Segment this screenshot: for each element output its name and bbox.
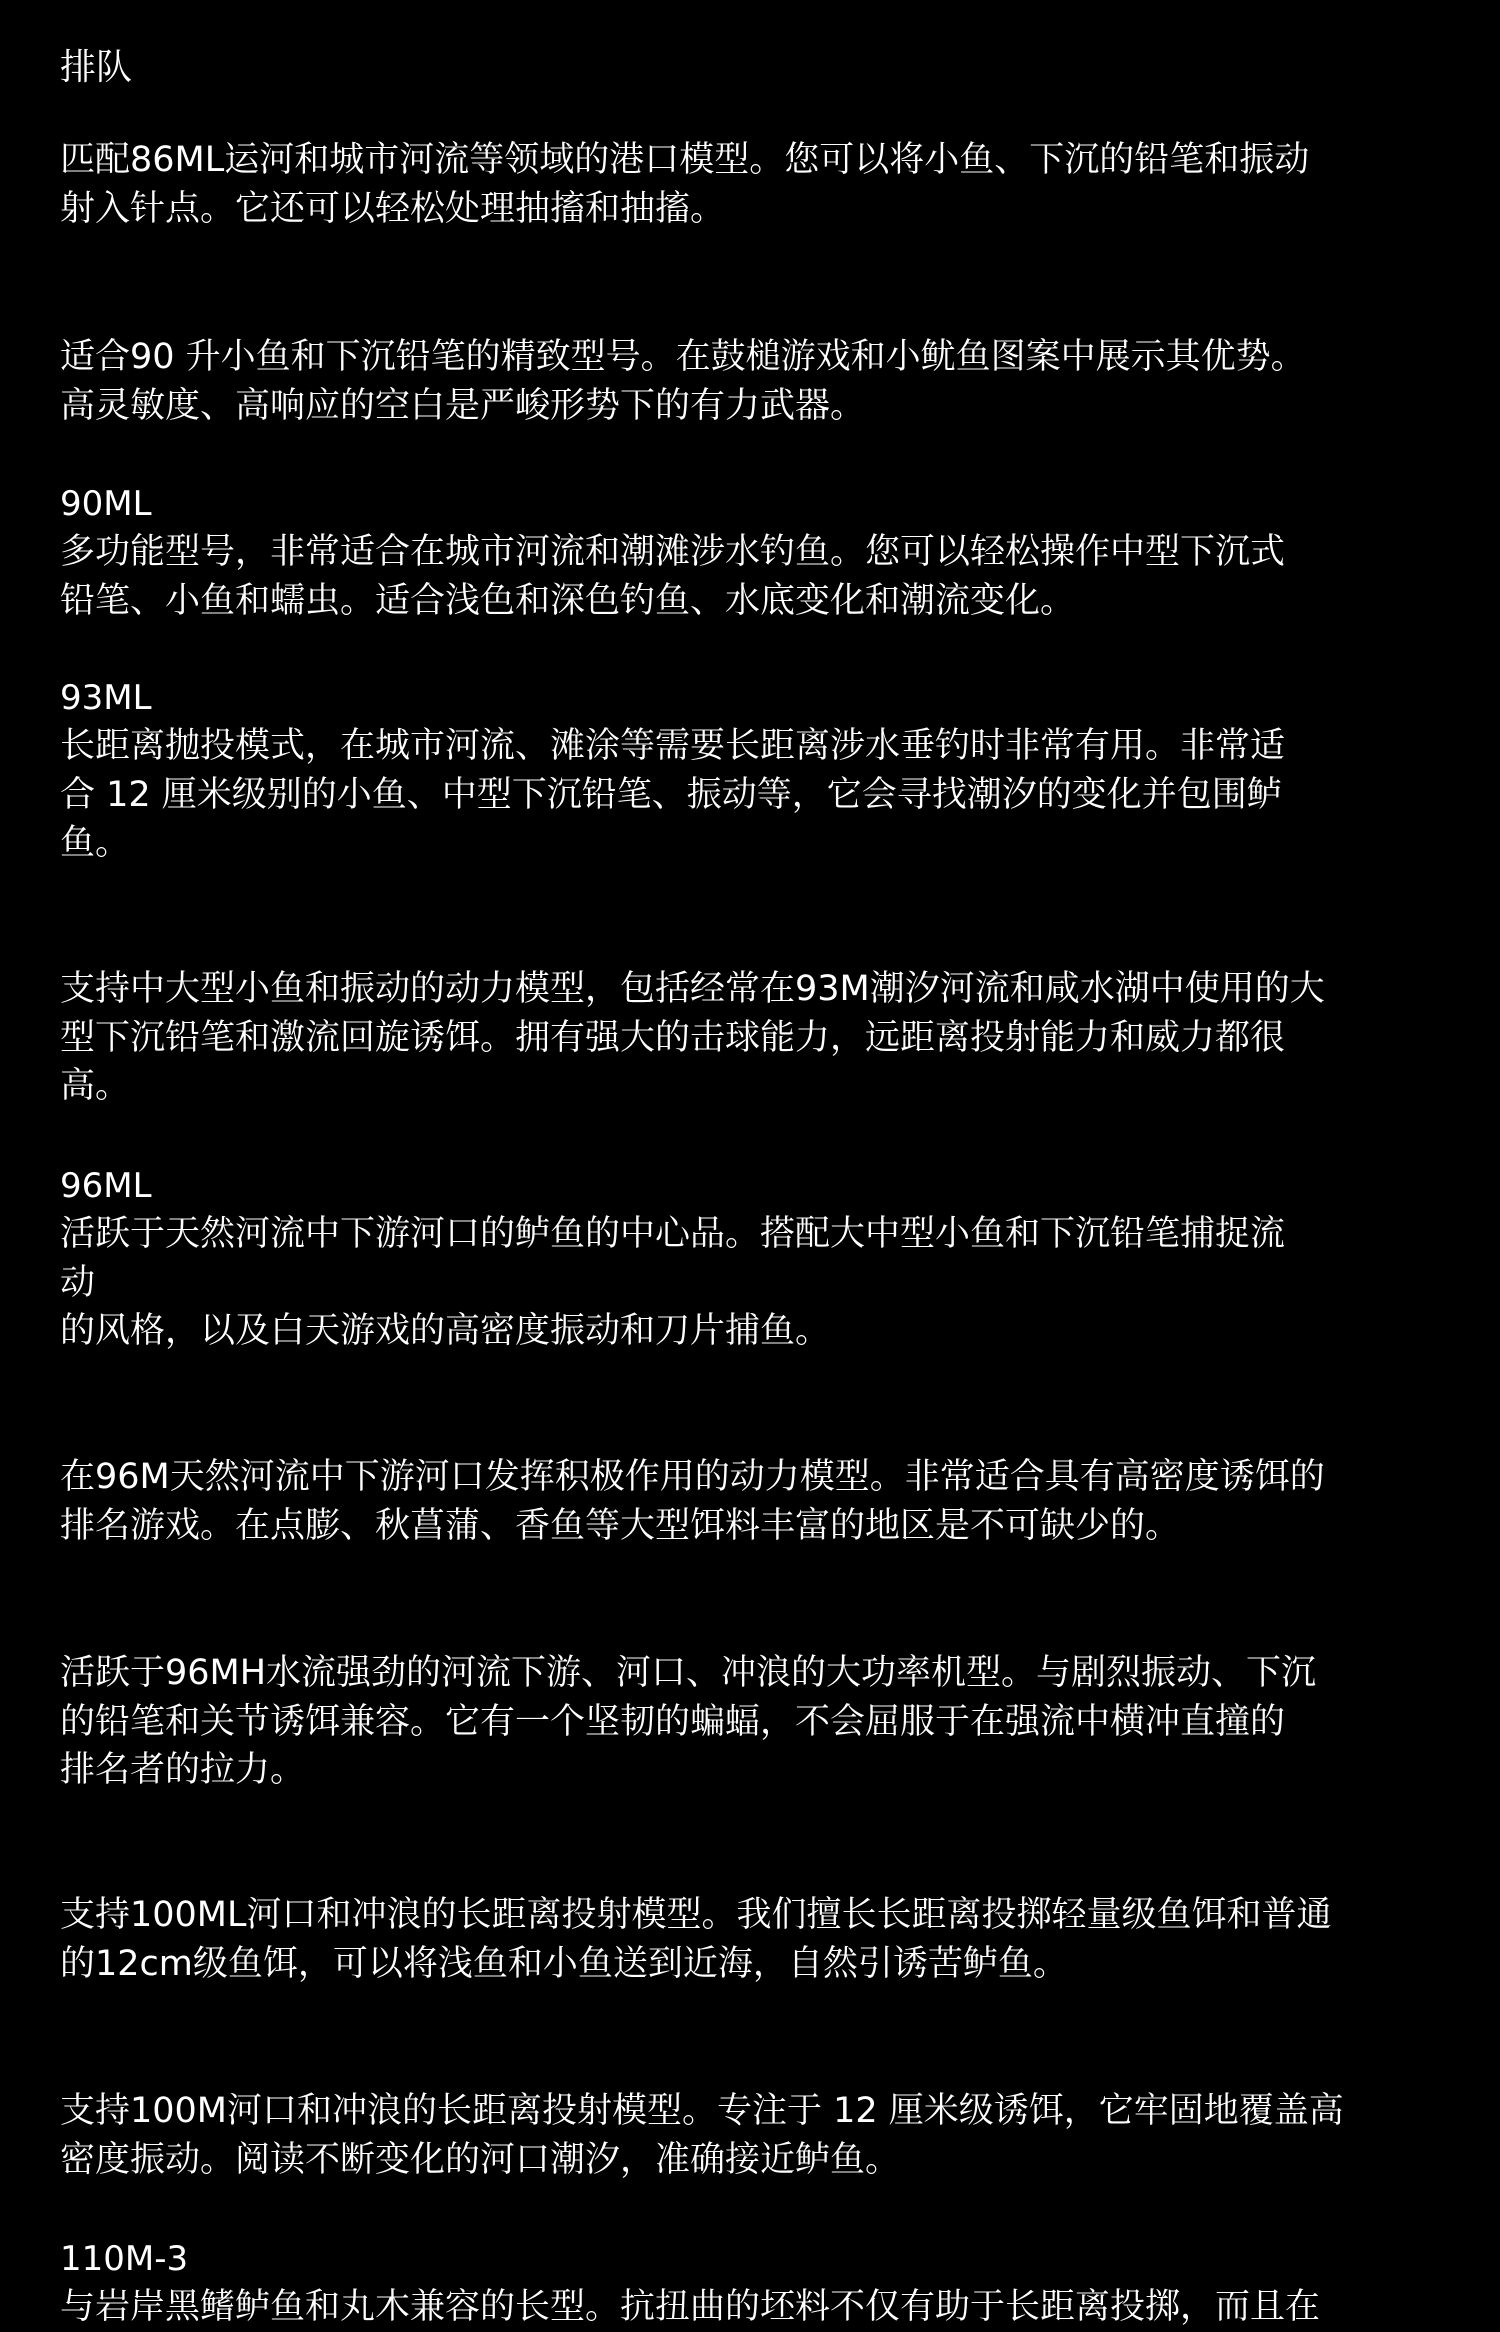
paragraph-96mh: [60, 1649, 1460, 1795]
section-heading: 90ML: [60, 484, 152, 524]
paragraph-93m: [60, 965, 1460, 1111]
paragraph-100m: [60, 2087, 1460, 2184]
paragraph-line: 鱼。: [60, 823, 131, 863]
section-93ml: [60, 674, 1460, 868]
paragraph-line: 支持中大型小鱼和振动的动力模型，包括经常在93M潮汐河流和咸水湖中使用的大: [60, 969, 1325, 1009]
paragraph-line: 在96M天然河流中下游河口发挥积极作用的动力模型。非常适合具有高密度诱饵的: [60, 1457, 1325, 1497]
paragraph-line: 匹配86ML运河和城市河流等领域的港口模型。您可以将小鱼、下沉的铅笔和振动: [60, 140, 1310, 180]
paragraph-line: 的12cm级鱼饵，可以将浅鱼和小鱼送到近海，自然引诱苦鲈鱼。: [60, 1943, 1068, 1984]
paragraph-line: 活跃于天然河流中下游河口的鲈鱼的中心品。搭配大中型小鱼和下沉铅笔捕捉流: [60, 1214, 1286, 1254]
section-heading: 96ML: [60, 1166, 152, 1206]
paragraph-line: 合 12 厘米级别的小鱼、中型下沉铅笔、振动等，它会寻找潮汐的变化并包围鲈: [60, 774, 1282, 815]
section-110m-3: [60, 2235, 1460, 2332]
section-90ml: [60, 480, 1460, 625]
paragraph-96m: [60, 1453, 1460, 1550]
paragraph-line: 支持100M河口和冲浪的长距离投射模型。专注于 12 厘米级诱饵，它牢固地覆盖高: [60, 2091, 1344, 2131]
paragraph-line: 多功能型号，非常适合在城市河流和潮滩涉水钓鱼。您可以轻松操作中型下沉式: [60, 532, 1286, 572]
paragraph-86ml: [60, 136, 1460, 233]
paragraph-line: 活跃于96MH水流强劲的河流下游、河口、冲浪的大功率机型。与剧烈振动、下沉: [60, 1653, 1317, 1693]
paragraph-line: 的铅笔和关节诱饵兼容。它有一个坚韧的蝙蝠，不会屈服于在强流中横冲直撞的: [60, 1701, 1286, 1742]
paragraph-line: 高灵敏度、高响应的空白是严峻形势下的有力武器。: [60, 385, 866, 426]
paragraph-line: 高。: [60, 1066, 131, 1106]
paragraph-line: 长距离抛投模式，在城市河流、滩涂等需要长距离涉水垂钓时非常有用。非常适: [60, 726, 1286, 766]
section-heading: 93ML: [60, 678, 152, 718]
paragraph-line: 支持100ML河口和冲浪的长距离投射模型。我们擅长长距离投掷轻量级鱼饵和普通: [60, 1895, 1332, 1935]
paragraph-line: 型下沉铅笔和激流回旋诱饵。拥有强大的击球能力，远距离投射能力和威力都很: [60, 1017, 1286, 1058]
paragraph-100ml: [60, 1891, 1460, 1988]
paragraph-line: 的风格，以及白天游戏的高密度振动和刀片捕鱼。: [60, 1311, 831, 1351]
section-96ml: [60, 1162, 1460, 1356]
paragraph-line: 排名游戏。在点膨、秋菖蒲、香鱼等大型饵料丰富的地区是不可缺少的。: [60, 1505, 1181, 1546]
document-title: 排队: [60, 47, 133, 88]
paragraph-line: 铅笔、小鱼和蠕虫。适合浅色和深色钓鱼、水底变化和潮流变化。: [60, 580, 1076, 621]
paragraph-90: [60, 333, 1460, 430]
paragraph-line: 射入针点。它还可以轻松处理抽搐和抽搐。: [60, 188, 726, 229]
section-heading: 110M-3: [60, 2239, 189, 2279]
paragraph-line: 密度振动。阅读不断变化的河口潮汐，准确接近鲈鱼。: [60, 2139, 901, 2180]
paragraph-line: 与岩岸黑鳍鲈鱼和丸木兼容的长型。抗扭曲的坯料不仅有助于长距离投掷，而且在: [60, 2287, 1321, 2327]
paragraph-line: 动: [60, 1262, 96, 1303]
paragraph-line: 适合90 升小鱼和下沉铅笔的精致型号。在鼓槌游戏和小鱿鱼图案中展示其优势。: [60, 337, 1306, 377]
paragraph-line: 排名者的拉力。: [60, 1750, 306, 1790]
